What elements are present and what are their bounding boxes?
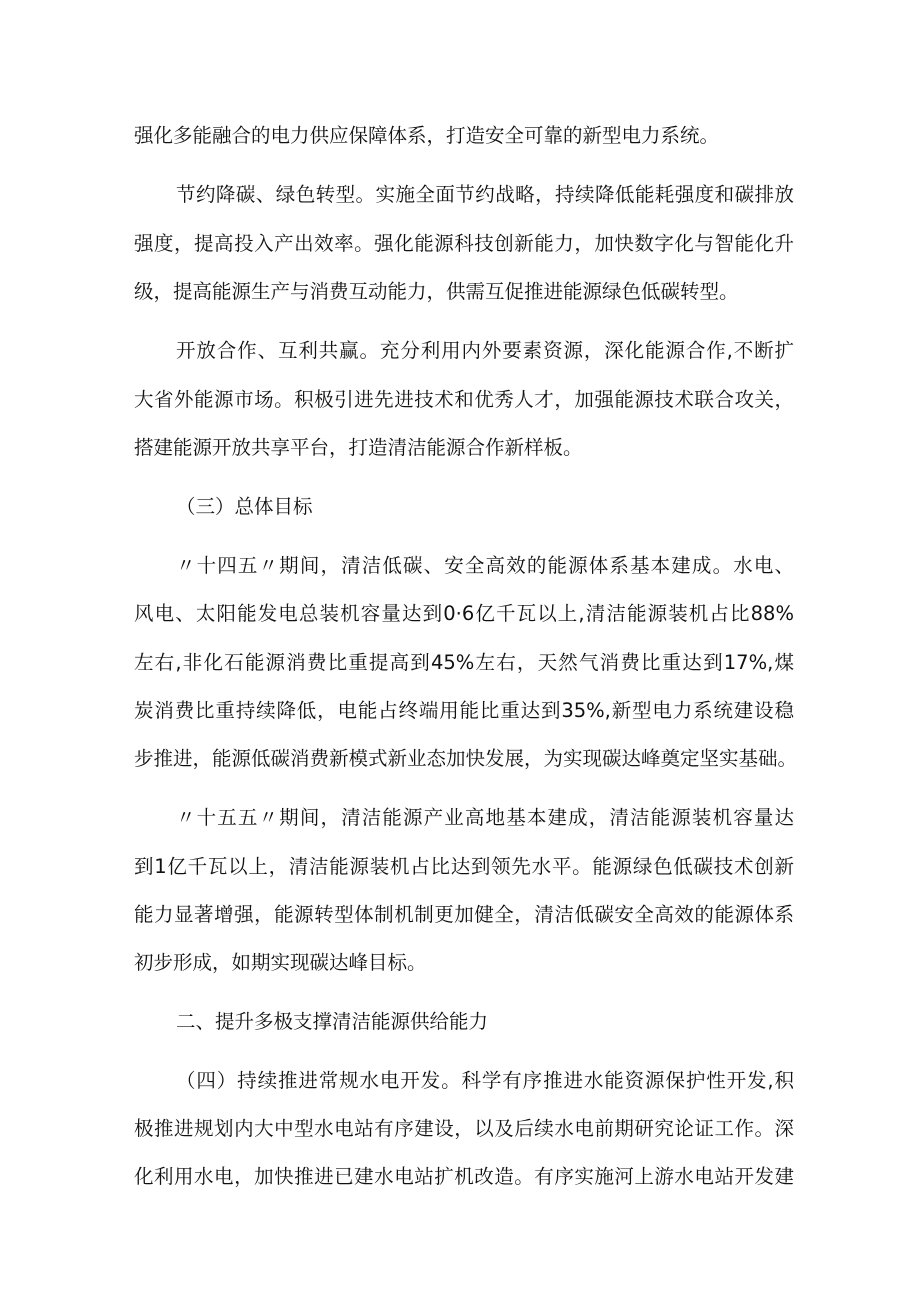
paragraph-line: 到1亿千瓦以上，清洁能源装机占比达到领先水平。能源绿色低碳技术创新 — [134, 855, 794, 878]
paragraph-line: 炭消费比重持续降低，电能占终端用能比重达到35%,新型电力系统建设稳 — [134, 699, 794, 722]
paragraph-line: 强化多能融合的电力供应保障体系，打造安全可靠的新型电力系统。 — [134, 124, 720, 147]
paragraph-line: 搭建能源开放共享平台，打造清洁能源合作新样板。 — [134, 436, 583, 459]
paragraph-line: 节约降碳、绿色转型。实施全面节约战略，持续降低能耗强度和碳排放 — [176, 183, 794, 206]
paragraph-line: 初步形成，如期实现碳达峰目标。 — [134, 951, 427, 974]
paragraph-line: 步推进，能源低碳消费新模式新业态加快发展，为实现碳达峰奠定坚实基础。 — [134, 747, 798, 770]
paragraph-line: 〃十五五〃期间，清洁能源产业高地基本建成，清洁能源装机容量达 — [176, 806, 794, 829]
paragraph-line: 能力显著增强，能源转型体制机制更加健全，清洁低碳安全高效的能源体系 — [134, 903, 794, 926]
paragraph-line: 级，提高能源生产与消费互动能力，供需互促推进能源绿色低碳转型。 — [134, 280, 739, 303]
paragraph-line: （四）持续推进常规水电开发。科学有序推进水能资源保护性开发,积 — [176, 1069, 794, 1092]
paragraph-line: 开放合作、互利共赢。充分利用内外要素资源，深化能源合作,不断扩 — [176, 339, 794, 362]
section-heading: （三）总体目标 — [176, 495, 313, 518]
paragraph-line: 化利用水电，加快推进已建水电站扩机改造。有序实施河上游水电站开发建 — [134, 1165, 794, 1188]
chapter-heading: 二、提升多极支撑清洁能源供给能力 — [176, 1010, 489, 1033]
paragraph-line: 大省外能源市场。积极引进先进技术和优秀人才，加强能源技术联合攻关， — [134, 388, 794, 411]
paragraph-line: 〃十四五〃期间，清洁低碳、安全高效的能源体系基本建成。水电、 — [176, 554, 794, 577]
paragraph-line: 极推进规划内大中型水电站有序建设，以及后续水电前期研究论证工作。深 — [134, 1117, 794, 1140]
paragraph-line: 风电、太阳能发电总装机容量达到0·6亿千瓦以上,清洁能源装机占比88% — [134, 602, 794, 625]
paragraph-line: 强度，提高投入产出效率。强化能源科技创新能力，加快数字化与智能化升 — [134, 232, 794, 255]
paragraph-line: 左右,非化石能源消费比重提高到45%左右，天然气消费比重达到17%,煤 — [134, 651, 794, 674]
